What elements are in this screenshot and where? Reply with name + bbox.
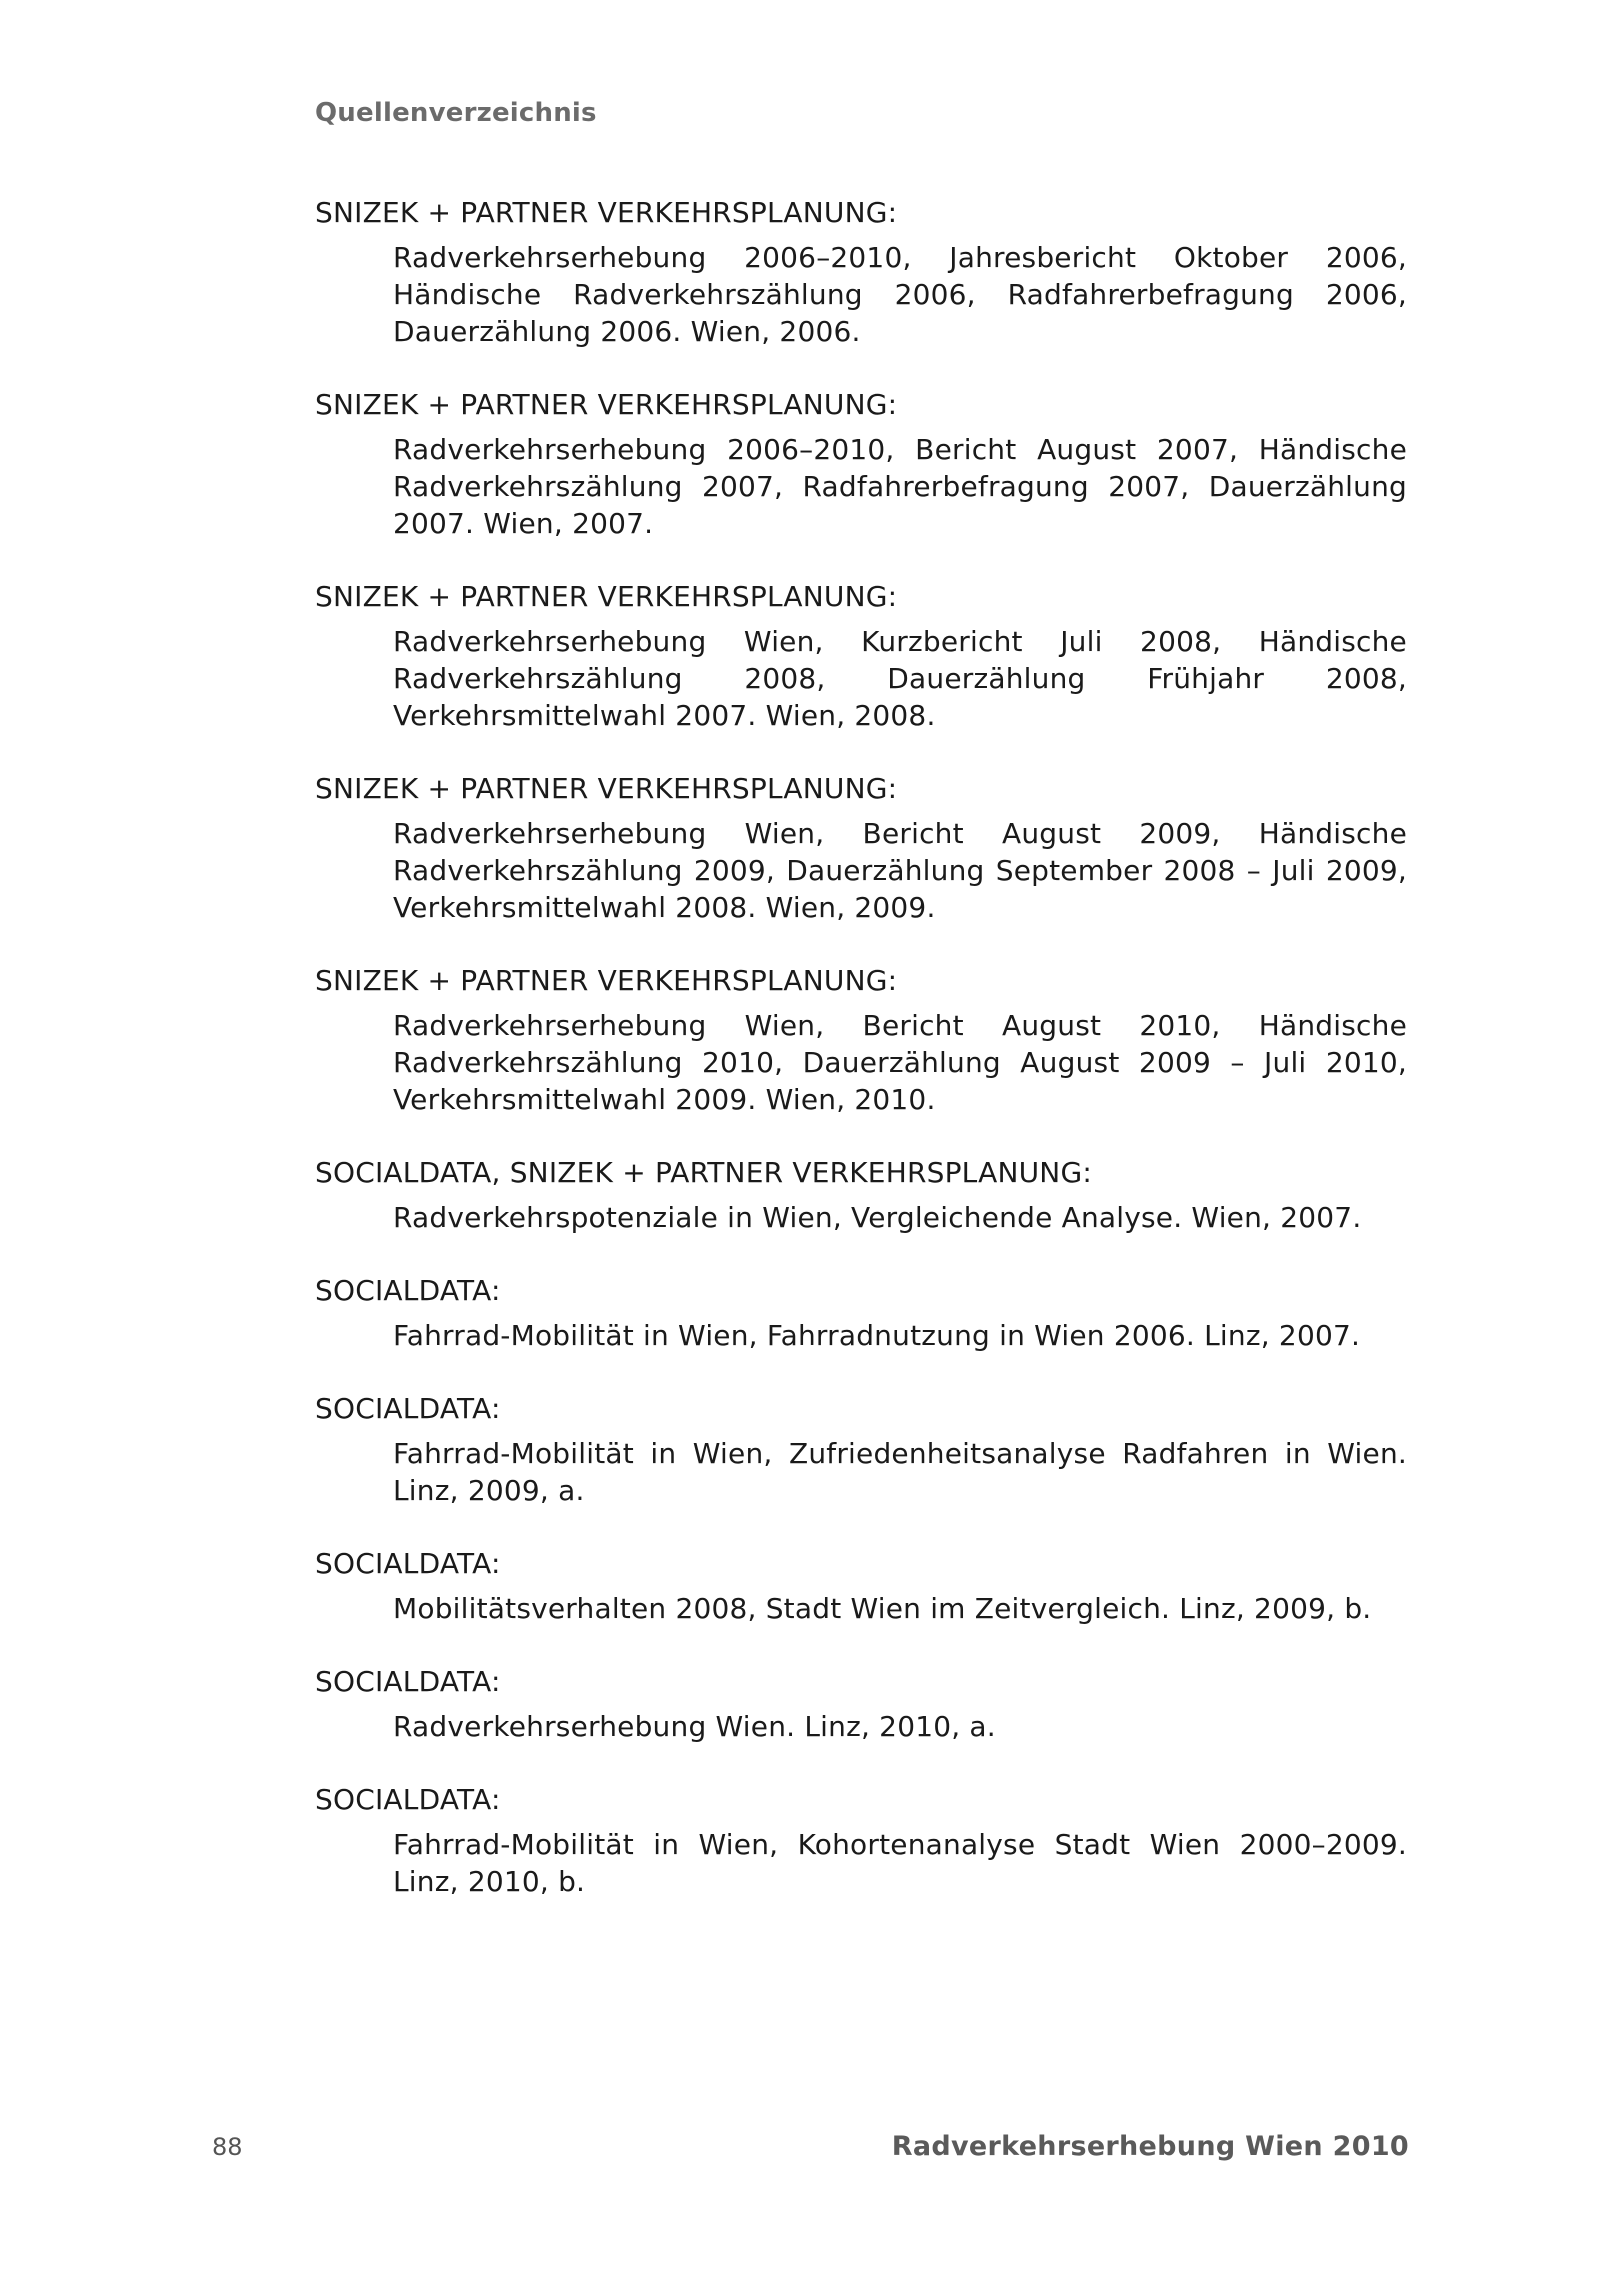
reference-author: SNIZEK + PARTNER VERKEHRSPLANUNG: [315, 196, 898, 229]
reference-author: SOCIALDATA: [315, 1547, 501, 1580]
reference-text: Radverkehrserhebung Wien, Bericht August 2009, Händische Radverkehrszählung 2009, Dauerzählung September 2008 – Juli 2009, Verkehrsmittelwahl 2008. Wien, 2009. [393, 817, 1407, 924]
reference-text: Fahrrad-Mobilität in Wien, Kohortenanalyse Stadt Wien 2000–2009. Linz, 2010, b. [393, 1828, 1407, 1898]
reference-entry [315, 1390, 1407, 1509]
reference-text: Radverkehrserhebung 2006–2010, Bericht August 2007, Händische Radverkehrszählung 2007, Radfahrerbefragung 2007, Dauerzählung 2007. Wien, 2007. [393, 433, 1407, 540]
reference-text: Radverkehrserhebung 2006–2010, Jahresbericht Oktober 2006, Händische Radverkehrszählung 2006, Radfahrerbefragung 2006, Dauerzählung 2006. Wien, 2006. [393, 241, 1407, 348]
reference-text: Radverkehrserhebung Wien, Kurzbericht Juli 2008, Händische Radverkehrszählung 2008, Dauerzählung Frühjahr 2008, Verkehrsmittelwahl 2007. Wien, 2008. [393, 625, 1407, 732]
reference-entry [315, 386, 1407, 542]
reference-list [315, 194, 1407, 1936]
reference-entry [315, 1545, 1407, 1627]
footer-title: Radverkehrserhebung Wien 2010 [891, 2131, 1409, 2162]
reference-entry [315, 770, 1407, 926]
reference-entry [315, 1272, 1407, 1354]
reference-entry [315, 1154, 1407, 1236]
page-header-title: Quellenverzeichnis [315, 98, 597, 128]
reference-text: Radverkehrserhebung Wien. Linz, 2010, a. [393, 1710, 996, 1743]
reference-text: Mobilitätsverhalten 2008, Stadt Wien im Zeitvergleich. Linz, 2009, b. [393, 1592, 1372, 1625]
reference-author: SNIZEK + PARTNER VERKEHRSPLANUNG: [315, 388, 898, 421]
reference-author: SNIZEK + PARTNER VERKEHRSPLANUNG: [315, 772, 898, 805]
reference-entry [315, 1663, 1407, 1745]
reference-entry [315, 194, 1407, 350]
reference-author: SOCIALDATA: [315, 1783, 501, 1816]
reference-text: Fahrrad-Mobilität in Wien, Fahrradnutzung in Wien 2006. Linz, 2007. [393, 1319, 1361, 1352]
reference-text: Radverkehrspotenziale in Wien, Vergleichende Analyse. Wien, 2007. [393, 1201, 1362, 1234]
reference-text: Fahrrad-Mobilität in Wien, Zufriedenheitsanalyse Radfahren in Wien. Linz, 2009, a. [393, 1437, 1407, 1507]
reference-entry [315, 578, 1407, 734]
reference-author: SNIZEK + PARTNER VERKEHRSPLANUNG: [315, 580, 898, 613]
reference-entry [315, 1781, 1407, 1900]
reference-author: SOCIALDATA: [315, 1392, 501, 1425]
reference-entry [315, 962, 1407, 1118]
reference-text: Radverkehrserhebung Wien, Bericht August 2010, Händische Radverkehrszählung 2010, Dauerzählung August 2009 – Juli 2010, Verkehrsmittelwahl 2009. Wien, 2010. [393, 1009, 1407, 1116]
reference-author: SOCIALDATA: [315, 1665, 501, 1698]
page-number: 88 [212, 2133, 243, 2161]
reference-author: SOCIALDATA, SNIZEK + PARTNER VERKEHRSPLANUNG: [315, 1156, 1092, 1189]
reference-author: SNIZEK + PARTNER VERKEHRSPLANUNG: [315, 964, 898, 997]
reference-author: SOCIALDATA: [315, 1274, 501, 1307]
